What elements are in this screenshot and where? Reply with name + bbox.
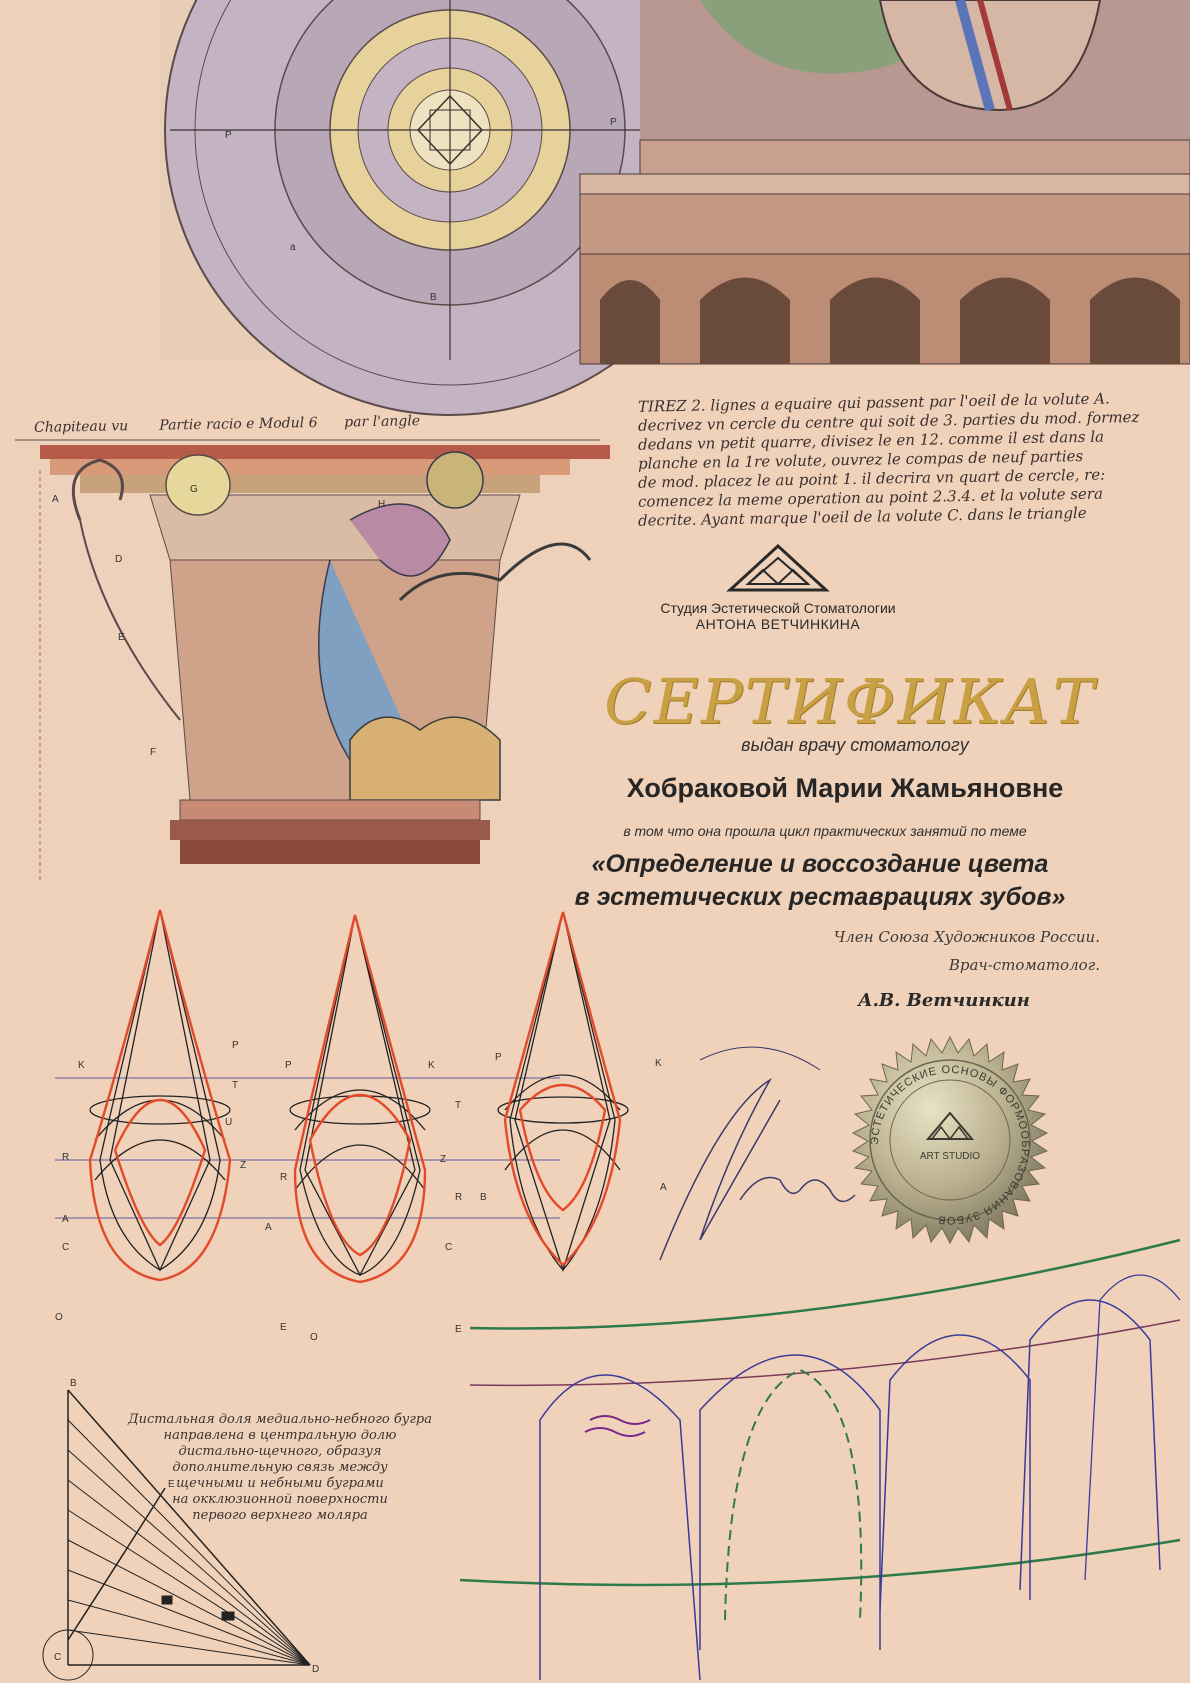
svg-text:T: T — [232, 1080, 239, 1091]
svg-text:O: O — [55, 1312, 63, 1323]
french-line: decrite. Ayant marque l'oeil de la volute C. dans le triangle — [637, 503, 1087, 530]
recipient-name: Хобраковой Марии Жамьяновне — [626, 773, 1064, 803]
svg-text:C: C — [54, 1652, 62, 1663]
french-line: de mod. placez le au point 1. il decrira vn quart de cercle, re: — [637, 465, 1106, 492]
svg-text:C: C — [445, 1242, 453, 1253]
signature-block — [700, 928, 1100, 974]
svg-text:B: B — [480, 1192, 487, 1203]
course-topic-line: в эстетических реставрациях зубов» — [574, 883, 1066, 911]
svg-text:E: E — [168, 1479, 175, 1490]
certificate-title: СЕРТИФИКАТ — [604, 665, 1096, 738]
svg-text:R: R — [62, 1152, 70, 1163]
svg-text:E: E — [455, 1324, 462, 1335]
svg-text:C: C — [62, 1242, 70, 1253]
svg-text:R: R — [280, 1172, 288, 1183]
caption-line: Дистальная доля медиально-небного бугра — [128, 1412, 432, 1427]
french-line: dedans vn petit quarre, divisez le en 12. comme il est dans la — [637, 427, 1105, 454]
svg-text:P: P — [495, 1052, 502, 1063]
svg-text:P: P — [232, 1040, 239, 1051]
entablature-illustration — [580, 0, 1190, 364]
seal-ring-text: ЭСТЕТИЧЕСКИЕ ОСНОВЫ ФОРМООБРАЗОВАНИЯ ЗУБОВ — [868, 1063, 1032, 1227]
french-line: decrivez vn cercle du centre qui soit de 3. parties du mod. formez — [637, 407, 1140, 435]
svg-text:O: O — [310, 1332, 318, 1343]
signature-scribble — [660, 1047, 855, 1260]
svg-text:K: K — [655, 1058, 662, 1069]
course-topic-line: «Определение и воссоздание цвета — [591, 850, 1049, 878]
studio-owner: АНТОНА ВЕТЧИНКИНА — [695, 616, 861, 632]
signature-title-line: Член Союза Художников России. — [833, 928, 1100, 946]
tooth-construction-drawings — [55, 910, 667, 1343]
svg-text:A: A — [52, 494, 59, 505]
svg-text:U: U — [225, 1117, 233, 1128]
svg-text:P: P — [225, 130, 232, 141]
course-topic — [500, 848, 1140, 914]
caption-line: первого верхнего моляра — [192, 1508, 368, 1523]
caption-line: дистально-щечного, образуя — [178, 1444, 382, 1459]
svg-text:R: R — [455, 1192, 463, 1203]
svg-text:E: E — [118, 632, 125, 643]
svg-text:Z: Z — [240, 1160, 247, 1171]
french-line: TIREZ 2. lignes a equaire qui passent par l'oeil de la volute A. — [637, 389, 1110, 416]
seal-center-text: ART STUDIO — [919, 1151, 981, 1162]
svg-text:a: a — [290, 242, 296, 253]
svg-text:A: A — [62, 1214, 69, 1225]
french-line: comencez la meme operation au point 2.3.4. et la volute sera — [637, 484, 1104, 511]
svg-text:F: F — [150, 747, 157, 758]
svg-text:Z: Z — [440, 1154, 447, 1165]
svg-text:A: A — [265, 1222, 272, 1233]
caption-line: щечными и небными буграми — [176, 1476, 384, 1491]
french-engraving-text — [637, 389, 1178, 530]
svg-text:B: B — [430, 292, 437, 303]
signatory-name: А.В. Ветчинкин — [858, 990, 1030, 1011]
svg-text:G: G — [190, 484, 198, 495]
svg-text:P: P — [285, 1060, 292, 1071]
caption-line: направлена в центральную долю — [163, 1428, 397, 1443]
reason-line: в том что она прошла цикл практических занятий по теме — [623, 823, 1027, 839]
svg-text:A: A — [660, 1182, 667, 1193]
front-teeth-outline — [460, 1240, 1180, 1680]
svg-text:B: B — [70, 1378, 77, 1389]
studio-logo — [598, 540, 958, 632]
svg-text:H: H — [378, 499, 386, 510]
svg-text:K: K — [428, 1060, 435, 1071]
svg-text:K: K — [78, 1060, 85, 1071]
studio-name: Студия Эстетической Стоматологии — [660, 600, 896, 616]
svg-text:E: E — [280, 1322, 287, 1333]
signature-title-line: Врач-стоматолог. — [948, 956, 1100, 974]
svg-text:D: D — [115, 554, 123, 565]
french-line: planche en la 1re volute, ouvrez le compas de neuf parties — [637, 446, 1084, 473]
caption-line: дополнительную связь между — [172, 1460, 388, 1475]
issued-to-line: выдан врачу стоматологу — [741, 735, 969, 755]
svg-text:D: D — [312, 1664, 320, 1675]
svg-text:P: P — [610, 117, 617, 128]
gold-seal — [840, 1035, 1060, 1255]
studio-logo-icon — [598, 540, 958, 600]
svg-text:T: T — [455, 1100, 462, 1111]
molar-caption — [120, 1412, 440, 1524]
capital-header: Chapiteau vu Partie racio e Modul 6 par l'angle — [33, 413, 421, 436]
caption-line: на окклюзионной поверхности — [172, 1492, 388, 1507]
